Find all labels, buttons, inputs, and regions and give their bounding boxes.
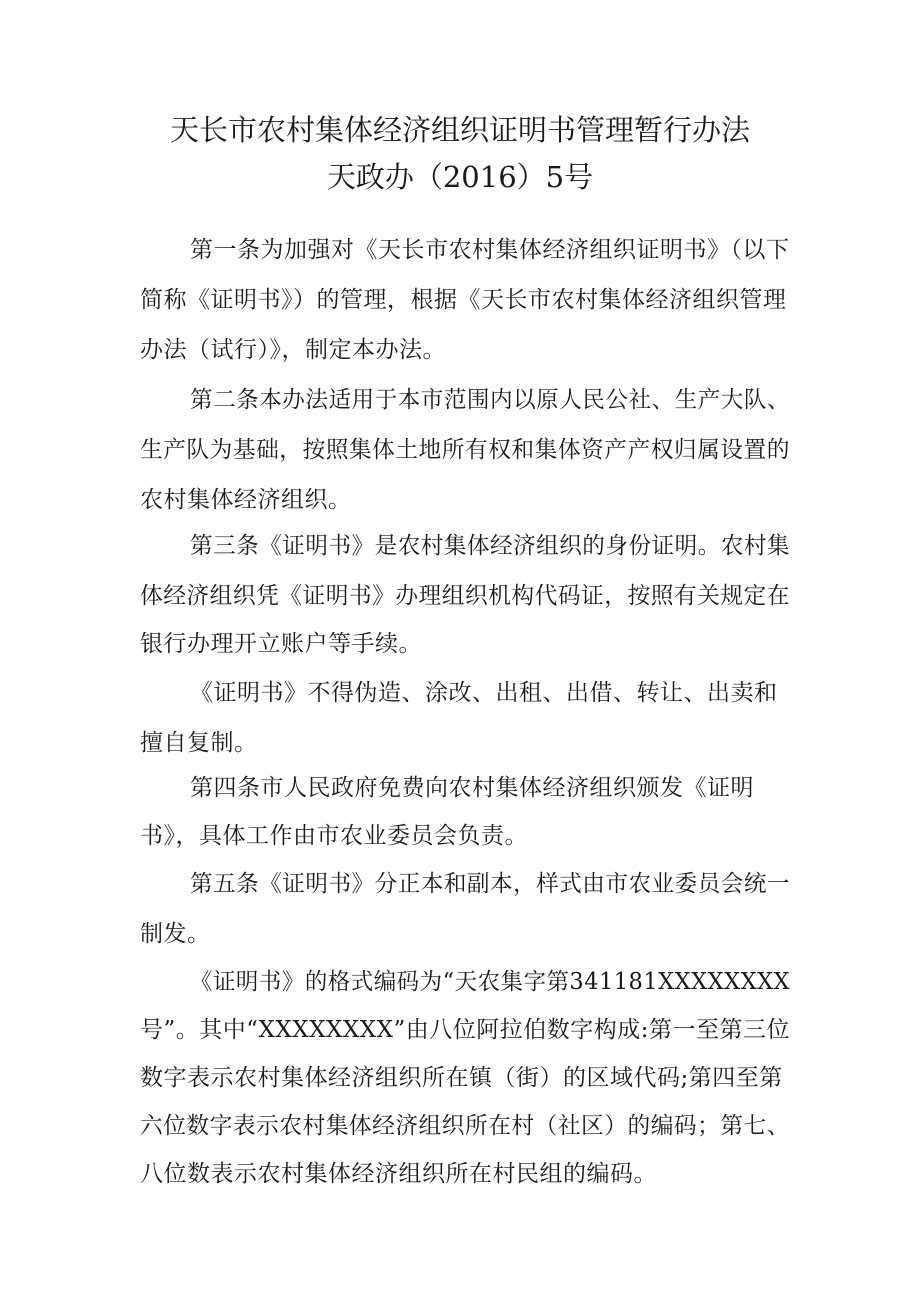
paragraph-5-line-2: 书》，具体工作由市农业委员会负责。 — [140, 823, 528, 849]
paragraph-6-line-1: 第五条《证明书》分正本和副本，样式由市农业委员会统一 — [190, 871, 791, 897]
paragraph-3-line-3: 银行办理开立账户等手续。 — [140, 631, 422, 657]
paragraph-6-line-2: 制发。 — [140, 921, 211, 947]
paragraph-2-line-1: 第二条本办法适用于本市范围内以原人民公社、生产大队、 — [190, 387, 791, 413]
paragraph-3-line-2: 体经济组织凭《证明书》办理组织机构代码证，按照有关规定在 — [140, 583, 790, 609]
paragraph-7-line-2: 号”。其中“XXXXXXXX”由八位阿拉伯数字构成:第一至第三位 — [140, 1017, 791, 1043]
paragraph-1-line-2: 简称《证明书》）的管理，根据《天长市农村集体经济组织管理 — [140, 287, 787, 313]
paragraph-7-line-3: 数字表示农村集体经济组织所在镇（街）的区域代码;第四至第 — [140, 1065, 783, 1091]
paragraph-2-line-2: 生产队为基础，按照集体土地所有权和集体资产产权归属设置的 — [140, 437, 790, 463]
paragraph-7-line-4: 六位数字表示农村集体经济组织所在村（社区）的编码；第七、 — [140, 1113, 790, 1139]
paragraph-1-line-1: 第一条为加强对《天长市农村集体经济组织证明书》（以下 — [190, 237, 790, 263]
paragraph-4-line-2: 擅自复制。 — [140, 730, 258, 756]
paragraph-2-line-3: 农村集体经济组织。 — [140, 487, 352, 513]
paragraph-7-line-5: 八位数表示农村集体经济组织所在村民组的编码。 — [140, 1161, 657, 1187]
document-number: 天政办（2016）5号 — [326, 160, 594, 194]
paragraph-4-line-1: 《证明书》不得伪造、涂改、出租、出借、转让、出卖和 — [190, 680, 778, 706]
paragraph-5-line-1: 第四条市人民政府免费向农村集体经济组织颁发《证明 — [190, 775, 754, 801]
paragraph-7-line-1: 《证明书》的格式编码为“天农集字第341181XXXXXXXX — [190, 969, 791, 995]
paragraph-3-line-1: 第三条《证明书》是农村集体经济组织的身份证明。农村集 — [190, 533, 791, 559]
document-title: 天长市农村集体经济组织证明书管理暂行办法 — [169, 113, 750, 147]
paragraph-1-line-3: 办法（试行）》，制定本办法。 — [140, 337, 446, 363]
